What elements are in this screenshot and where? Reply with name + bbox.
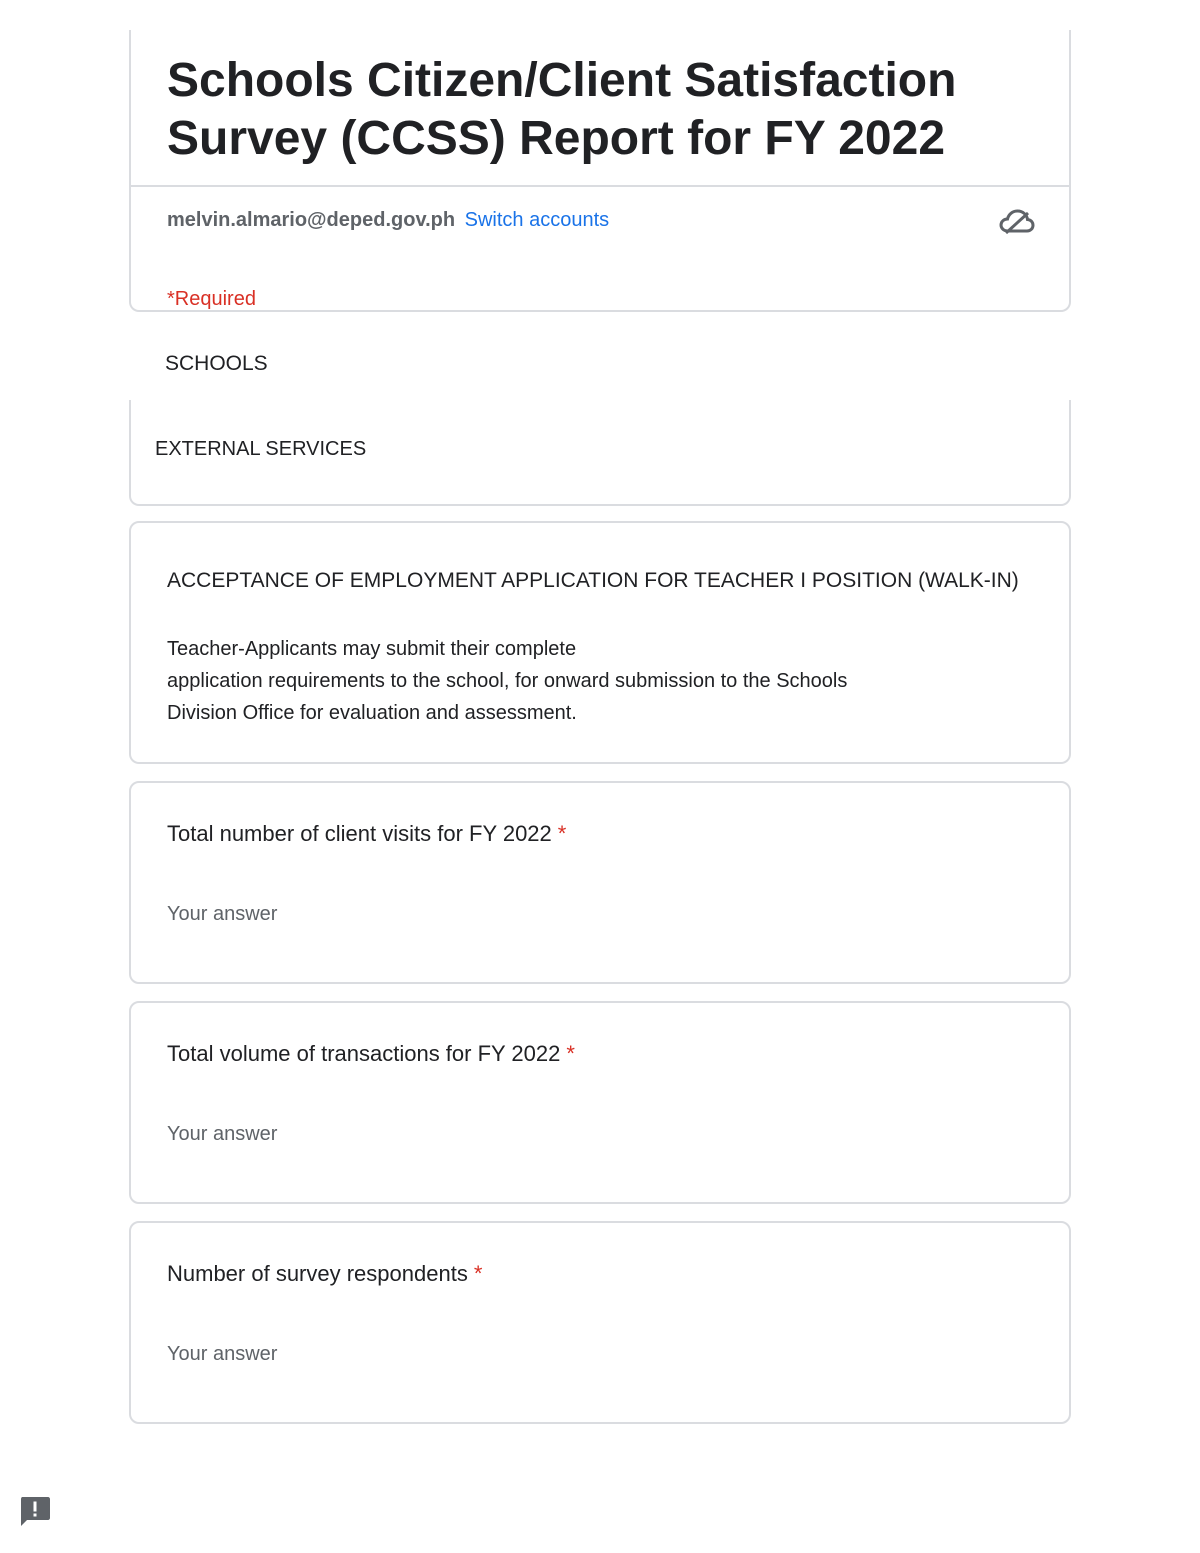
service-description-line: Teacher-Applicants may submit their complete <box>167 638 577 660</box>
question-card-respondents <box>129 1221 1071 1424</box>
question-card-transactions <box>129 1001 1071 1204</box>
client-visits-input[interactable] <box>167 899 587 929</box>
switch-accounts-link[interactable]: Switch accounts <box>464 209 610 231</box>
required-asterisk: * <box>566 1041 575 1066</box>
question-text: Total number of client visits for FY 2022 <box>167 821 552 846</box>
question-text: Total volume of transactions for FY 2022 <box>167 1041 561 1066</box>
header-divider <box>131 185 1069 187</box>
question-label <box>167 1041 575 1067</box>
question-label <box>167 1261 482 1287</box>
cloud-off-icon[interactable] <box>999 208 1035 236</box>
section-description-card <box>129 400 1071 506</box>
account-row <box>167 208 609 232</box>
question-label <box>167 821 566 847</box>
section-title: SCHOOLS <box>165 352 268 375</box>
section-description: EXTERNAL SERVICES <box>155 438 367 460</box>
question-card-client-visits <box>129 781 1071 984</box>
required-asterisk: * <box>557 821 567 846</box>
form-title: Schools Citizen/Client Satisfaction Survey (CCSS) Report for FY 2022 <box>167 54 957 165</box>
service-title: ACCEPTANCE OF EMPLOYMENT APPLICATION FOR TEACHER I POSITION (WALK-IN) <box>167 569 1019 592</box>
required-asterisk: * <box>473 1261 483 1286</box>
service-description-line: application requirements to the school, for onward submission to the Schools <box>167 670 848 692</box>
service-description-line: Division Office for evaluation and assessment. <box>167 702 577 724</box>
feedback-icon[interactable] <box>18 1494 52 1528</box>
account-email: melvin.almario@deped.gov.ph <box>167 209 456 231</box>
form-header-card <box>129 30 1071 312</box>
question-text: Number of survey respondents <box>167 1261 468 1286</box>
required-note: *Required <box>167 288 256 310</box>
service-info-card <box>129 521 1071 764</box>
respondents-input[interactable] <box>167 1339 587 1369</box>
transactions-input[interactable] <box>167 1119 587 1149</box>
service-description <box>167 633 947 729</box>
